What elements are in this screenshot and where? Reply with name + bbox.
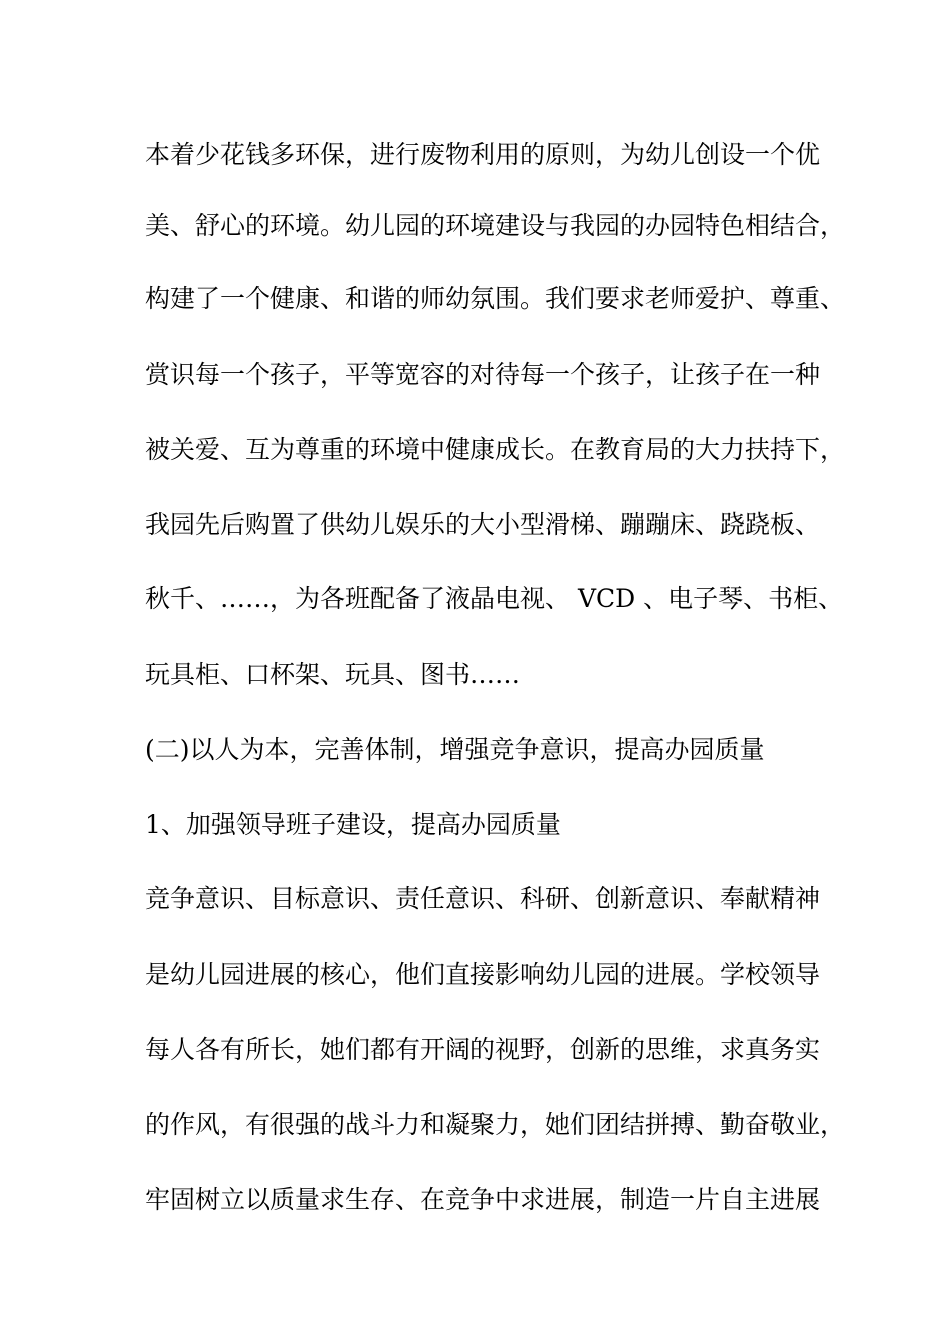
text-line: 我园先后购置了供幼儿娱乐的大小型滑梯、蹦蹦床、跷跷板、 <box>145 510 821 539</box>
text-line: 的作风，有很强的战斗力和凝聚力，她们团结拼搏、勤奋敬业， <box>145 1110 846 1139</box>
text-line: 牢固树立以质量求生存、在竞争中求进展，制造一片自主进展 <box>145 1185 821 1214</box>
text-line: 构建了一个健康、和谐的师幼氛围。我们要求老师爱护、尊重、 <box>145 284 846 313</box>
text-line: 被关爱、互为尊重的环境中健康成长。在教育局的大力扶持下， <box>145 435 846 464</box>
text-line: 本着少花钱多环保，进行废物利用的原则，为幼儿创设一个优 <box>145 140 821 169</box>
text-line: 是幼儿园进展的核心，他们直接影响幼儿园的进展。学校领导 <box>145 960 821 989</box>
subsection-heading: 1、加强领导班子建设，提高办园质量 <box>145 810 561 839</box>
section-heading: (二)以人为本，完善体制，增强竞争意识，提高办园质量 <box>145 735 765 764</box>
text-line: 美、舒心的环境。幼儿园的环境建设与我园的办园特色相结合， <box>145 211 846 240</box>
text-line: 竞争意识、目标意识、责任意识、科研、创新意识、奉献精神 <box>145 884 821 913</box>
text-line: 每人各有所长，她们都有开阔的视野，创新的思维，求真务实 <box>145 1035 821 1064</box>
text-line: 赏识每一个孩子，平等宽容的对待每一个孩子，让孩子在一种 <box>145 360 821 389</box>
text-line: 秋千、……，为各班配备了液晶电视、 VCD 、电子琴、书柜、 <box>145 584 844 613</box>
text-line: 玩具柜、口杯架、玩具、图书…… <box>145 660 521 689</box>
